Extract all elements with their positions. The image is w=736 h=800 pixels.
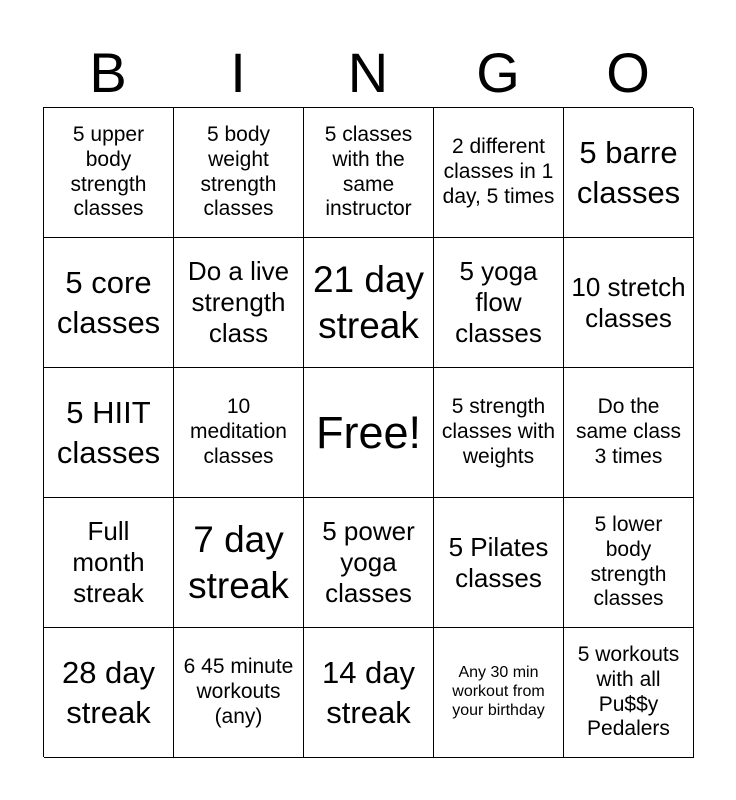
bingo-cell: 7 day streak [174,498,304,628]
bingo-cell: 5 yoga flow classes [434,238,564,368]
bingo-cell: 5 barre classes [564,108,694,238]
header-letter-i: I [230,41,246,104]
bingo-cell: 5 body weight strength classes [174,108,304,238]
bingo-cell: 5 workouts with all Pu$$y Pedalers [564,628,694,758]
bingo-header [43,40,693,106]
bingo-cell: Full month streak [44,498,174,628]
bingo-cell: Any 30 min workout from your birthday [434,628,564,758]
bingo-cell: 5 classes with the same instructor [304,108,434,238]
bingo-cell: 21 day streak [304,238,434,368]
bingo-cell: 14 day streak [304,628,434,758]
free-space: Free! [304,368,434,498]
bingo-cell: 5 lower body strength classes [564,498,694,628]
bingo-cell: 5 core classes [44,238,174,368]
bingo-cell: 5 strength classes with weights [434,368,564,498]
header-letter-o: O [606,41,650,104]
bingo-cell: 28 day streak [44,628,174,758]
bingo-cell: 5 Pilates classes [434,498,564,628]
bingo-cell: Do a live strength class [174,238,304,368]
bingo-cell: 5 power yoga classes [304,498,434,628]
bingo-cell: 10 stretch classes [564,238,694,368]
bingo-cell: 5 upper body strength classes [44,108,174,238]
bingo-cell: 10 meditation classes [174,368,304,498]
header-letter-b: B [89,41,127,104]
bingo-cell: 2 different classes in 1 day, 5 times [434,108,564,238]
bingo-cell: 6 45 minute workouts (any) [174,628,304,758]
header-letter-g: G [476,41,520,104]
bingo-board [43,107,693,757]
header-letter-n: N [347,41,389,104]
bingo-cell: 5 HIIT classes [44,368,174,498]
bingo-cell: Do the same class 3 times [564,368,694,498]
